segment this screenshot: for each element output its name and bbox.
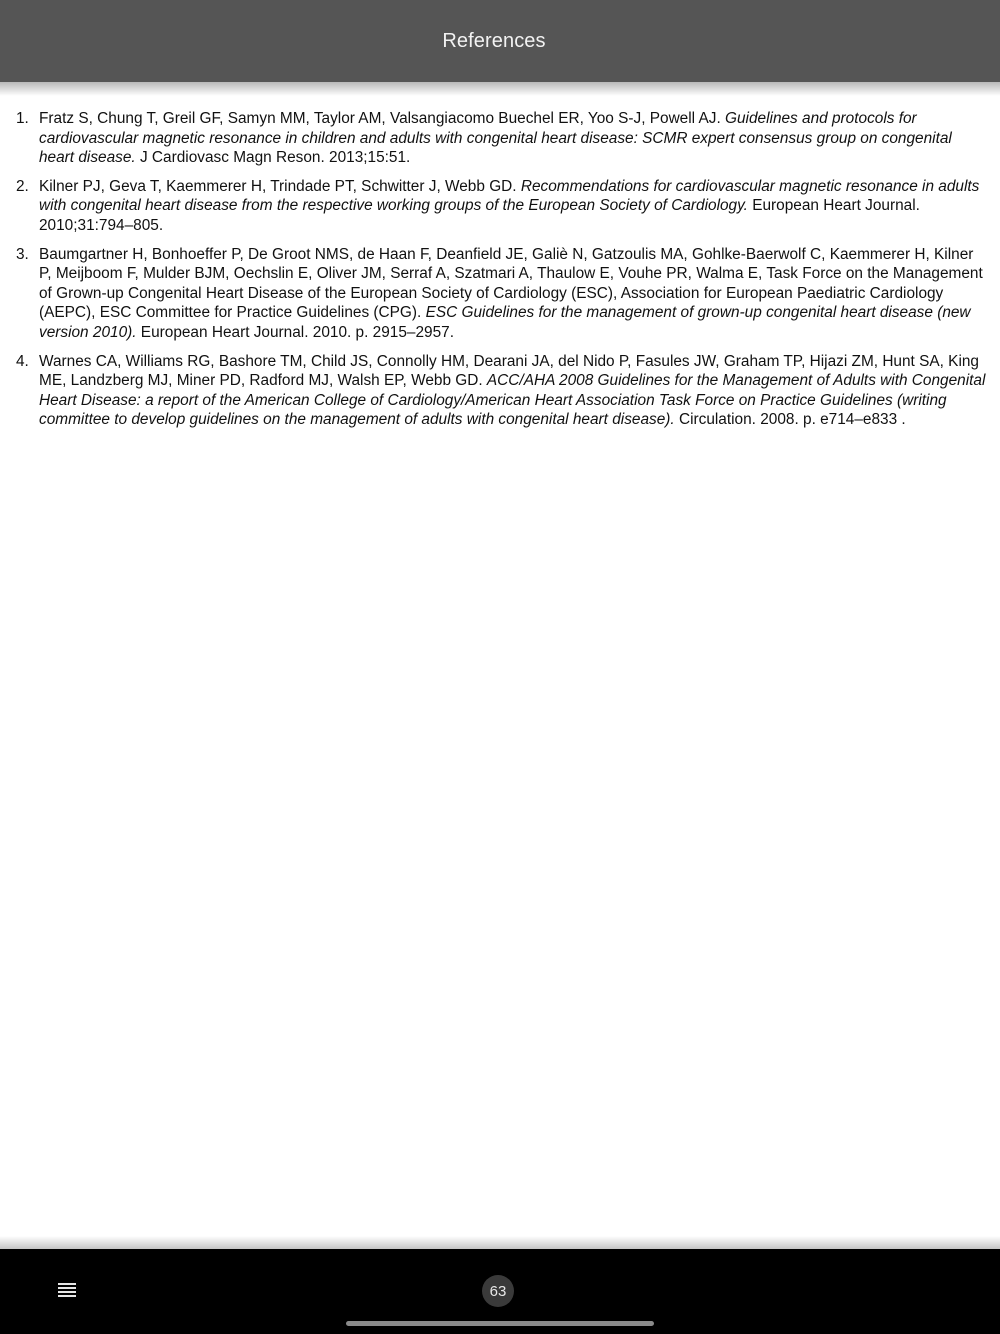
reference-item xyxy=(0,109,1000,168)
bottom-bar-shadow xyxy=(0,1236,1000,1250)
reference-title: Recommendations for cardiovascular magnetic resonance in adults with congenital heart disease from the respective working groups of the European Society of Cardiology. xyxy=(39,177,980,215)
reference-number: 2. xyxy=(16,177,29,195)
page-number-badge[interactable]: 63 xyxy=(482,1275,514,1307)
list-menu-icon[interactable] xyxy=(58,1283,76,1301)
reference-source: European Heart Journal. 2010;31:794–805. xyxy=(39,197,920,234)
reference-authors: Fratz S, Chung T, Greil GF, Samyn MM, Taylor AM, Valsangiacomo Buechel ER, Yoo S-J, Powell AJ. xyxy=(39,110,726,127)
top-bar xyxy=(0,0,1000,82)
reference-number: 1. xyxy=(16,110,29,127)
reference-item xyxy=(0,177,1000,236)
reference-title: ESC Guidelines for the management of grown-up congenital heart disease (new version 2010). xyxy=(39,304,971,341)
reference-authors: Kilner PJ, Geva T, Kaemmerer H, Trindade PT, Schwitter J, Webb GD. xyxy=(39,177,521,195)
reference-title: ACC/AHA 2008 Guidelines for the Management of Adults with Congenital Heart Disease: a report of the American College of Cardiology/American Heart Association Task Force on Practice Guidelines (writing committee to develop guidelines on the management of adults with congenital heart disease). xyxy=(39,372,986,429)
top-bar-shadow xyxy=(0,82,1000,96)
reference-authors: Warnes CA, Williams RG, Bashore TM, Child JS, Connolly HM, Dearani JA, del Nido P, Fasules JW, Graham TP, Hijazi ZM, Hunt SA, King ME, Landzberg MJ, Miner PD, Radford MJ, Walsh EP, Webb GD. xyxy=(39,352,979,390)
reference-source: Circulation. 2008. p. e714–e833 . xyxy=(674,411,906,429)
reference-list xyxy=(0,109,1000,439)
reference-number: 3. xyxy=(16,245,29,263)
home-indicator xyxy=(346,1321,654,1326)
reference-source: European Heart Journal. 2010. p. 2915–2957. xyxy=(136,323,454,341)
reference-number: 4. xyxy=(16,352,29,370)
reference-item xyxy=(0,245,1000,343)
reference-title: Guidelines and protocols for cardiovascular magnetic resonance in children and adults with congenital heart disease: SCMR expert consensus group on congenital heart disease. xyxy=(39,110,952,167)
reference-item xyxy=(0,352,1000,430)
page-title: References xyxy=(442,29,546,52)
reference-authors: Baumgartner H, Bonhoeffer P, De Groot NMS, de Haan F, Deanfield JE, Galiè N, Gatzoulis MA, Gohlke-Baerwolf C, Kaemmerer H, Kilner P, Meijboom F, Mulder BJM, Oechslin E, Oliver JM, Serraf A, Szatmari A, Thaulow E, Vouhe PR, Walma E, Task Force on the Management of Grown-up Congenital Heart Disease of the European Society of Cardiology (ESC), Association for European Paediatric Cardiology (AEPC), ESC Committee for Practice Guidelines (CPG). xyxy=(39,245,983,322)
reference-source: J Cardiovasc Magn Reson. 2013;15:51. xyxy=(135,149,411,167)
